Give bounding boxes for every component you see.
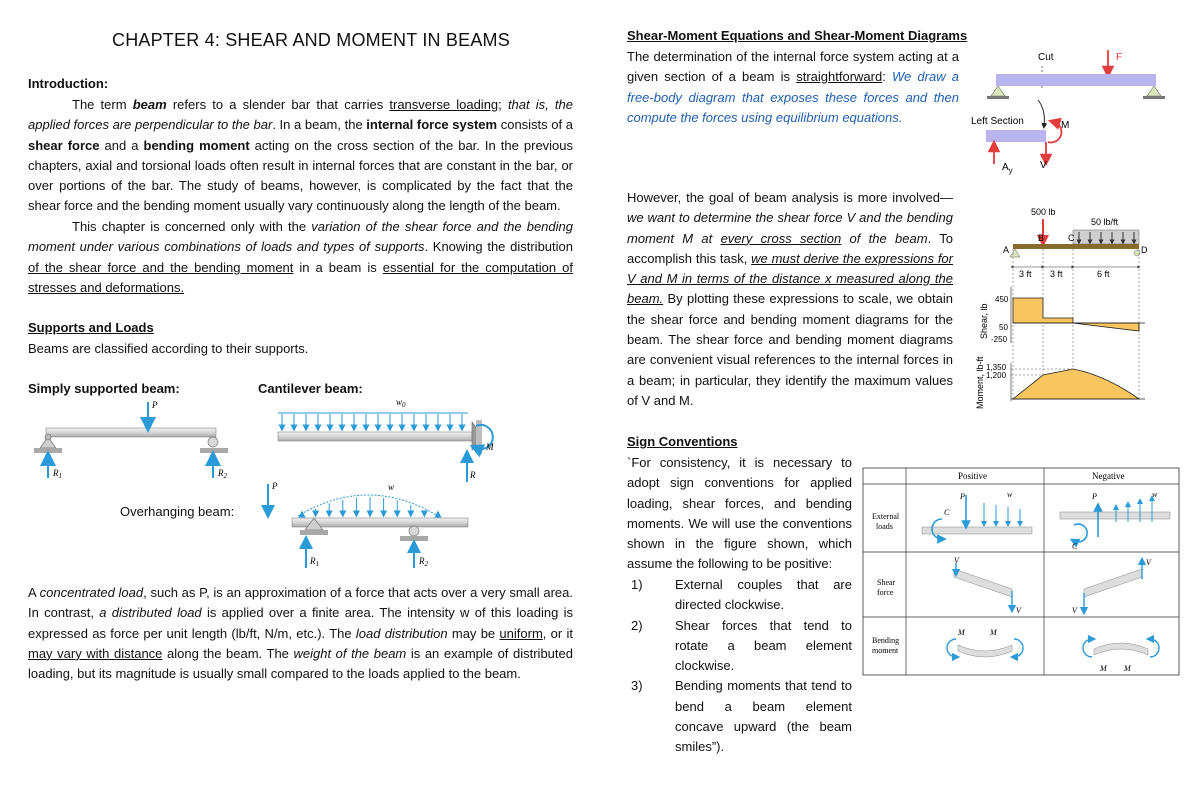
moment-m-arrow-cut <box>1048 122 1061 142</box>
sign-conventions-intro: `For consistency, it is necessary to adopt sign conventions for applied loading, shear forces, and bending moments. We will use the conventions shown in the figure shown, which assume the following to be positive: <box>627 455 852 572</box>
shear-moment-diagram-figure <box>975 203 1157 413</box>
tick-1200: 1,200 <box>986 371 1007 380</box>
label-b: B <box>1038 233 1045 243</box>
simply-supported-figure <box>28 398 238 482</box>
row-shear-2: force <box>877 588 894 597</box>
label-d: D <box>1141 245 1148 255</box>
intro-paragraph-2: This chapter is concerned only with the variation of the shear force and the bending moment under various combinations of loads and types of supports. Knowing the distribution of the shear force and the bending moment in a beam is essential for the computation of stresses and deformations. <box>28 219 573 295</box>
label-r2: $R_2$ <box>218 468 227 480</box>
sign-conventions-list <box>631 575 852 758</box>
section-pointer <box>1038 100 1044 126</box>
label-3ft-2: 3 ft <box>1050 269 1063 279</box>
svg-text:P: P <box>1092 492 1097 501</box>
shear-moment-heading: Shear-Moment Equations and Shear-Moment Diagrams <box>627 28 968 43</box>
shear-moment-paragraph-1: The determination of the internal force system acting at a given section of a beam is straightforward: We draw a free-body diagram that exposes these forces and then compute the forces using equilibrium equations. <box>627 49 959 125</box>
label-r: R <box>470 470 476 480</box>
label-3ft-1: 3 ft <box>1019 269 1032 279</box>
supports-text: Beams are classified according to their supports. <box>28 341 309 356</box>
ground-right <box>200 448 228 453</box>
intro-heading: Introduction: <box>28 76 109 91</box>
label-50lbft: 50 lb/ft <box>1091 217 1119 227</box>
col-negative: Negative <box>1092 471 1125 481</box>
chapter-title: CHAPTER 4: SHEAR AND MOMENT IN BEAMS <box>112 30 510 50</box>
label-r1: $R_1$ <box>53 468 62 480</box>
supports-heading: Supports and Loads <box>28 320 154 335</box>
row-bending-2: moment <box>872 646 899 655</box>
label-6ft: 6 ft <box>1097 269 1110 279</box>
svg-text:V: V <box>1072 606 1077 615</box>
col-positive: Positive <box>958 471 988 481</box>
left-section-beam <box>986 130 1046 142</box>
parabolic-load-curve <box>298 495 438 516</box>
right-pin-support <box>1147 86 1161 96</box>
shear-moment-paragraph-2: However, the goal of beam analysis is more involved—we want to determine the shear force V and the bending moment M at every cross section of the beam. To accomplish this task, we must derive the expressions for V and M in terms of the distance x measured along the beam. By plotting these expressions to scale, we obtain the shear force and bending moment diagrams for the beam. The shear force and bending moment diagrams are convenient visual references to the internal forces in a beam; in particular, they identify the maximum values of V and M. <box>627 190 953 408</box>
svg-text:V: V <box>954 556 959 565</box>
row-shear-1: Shear <box>877 578 896 587</box>
svg-text:P: P <box>960 492 965 501</box>
label-w: w <box>388 482 395 492</box>
label-p-overhang: P <box>272 481 278 491</box>
svg-text:R2: $R_2$ <box>419 556 428 568</box>
sign-item-1: 1) External couples that are directed clockwise. <box>631 577 852 613</box>
label-m-cut: M <box>1061 120 1070 131</box>
label-left-section: Left Section <box>971 116 1024 127</box>
label-cut: Cut <box>1038 52 1054 63</box>
label-ay: $A_y$ <box>1002 162 1013 175</box>
moment-axis-label: Moment, lb-ft <box>975 356 985 409</box>
ground-left <box>34 448 62 453</box>
svg-text:M: M <box>990 628 997 637</box>
sign-convention-table <box>862 467 1180 677</box>
label-v: V <box>1040 160 1047 171</box>
distributed-load-block <box>1073 230 1139 244</box>
svg-text:w: w <box>1007 490 1013 499</box>
sign-conventions-heading: Sign Conventions <box>627 434 738 449</box>
row-external-1: External <box>872 512 900 521</box>
shear-axis-label: Shear, lb <box>979 303 989 339</box>
left-pin-support <box>991 86 1005 96</box>
simple-beam <box>46 428 216 437</box>
label-500lb: 500 lb <box>1031 207 1056 217</box>
sign-item-3: 3) Bending moments that tend to bend a beam element concave upward (the beam smiles”). <box>631 678 852 755</box>
intro-paragraph-1: The term beam refers to a slender bar that carries transverse loading; that is, the applied forces are perpendicular to the bar. In a beam, the internal force system consists of a shear force and a bending moment acting on the cross section of the bar. In the previous chapters, axial and torsional loads often result in internal forces that are constant in the bar, or over portions of the bar. The study of beams, however, is complicated by the fact that the shear force and the bending moment usually vary continuously along the length of the beam. <box>28 97 574 214</box>
cantilever-beam <box>278 432 472 441</box>
label-c: C <box>1068 233 1075 243</box>
tick-50: 50 <box>999 323 1008 332</box>
tick-1350: 1,350 <box>986 363 1007 372</box>
svg-text:V: V <box>1146 558 1151 567</box>
parabolic-load-arrows <box>302 497 438 518</box>
svg-text:M: M <box>1124 664 1131 673</box>
simply-supported-label: Simply supported beam: <box>28 381 180 396</box>
distributed-load-arrows <box>282 414 462 428</box>
cantilever-figure <box>262 392 492 484</box>
row-external-2: loads <box>876 522 893 531</box>
label-w0: $w_0$ <box>396 397 406 409</box>
cut-beam <box>996 74 1156 86</box>
label-a: A <box>1003 245 1010 255</box>
tick-450: 450 <box>995 295 1009 304</box>
roller-support-overhang <box>409 526 419 536</box>
label-m: M <box>486 442 494 452</box>
vm-beam <box>1013 244 1139 249</box>
svg-text:M: M <box>958 628 965 637</box>
svg-text:C: C <box>944 508 950 517</box>
sign-item-2: 2) Shear forces that tend to rotate a beam element clockwise. <box>631 617 852 674</box>
moment-diagram-area <box>1013 369 1139 399</box>
row-bending-1: Bending <box>872 636 900 645</box>
svg-text:V: V <box>1016 606 1021 615</box>
tick-neg250: -250 <box>991 335 1008 344</box>
svg-text:M: M <box>1100 664 1107 673</box>
cantilever-label: Cantilever beam: <box>258 381 363 396</box>
svg-text:w: w <box>1152 490 1158 499</box>
overhanging-figure <box>258 476 473 572</box>
roller-support <box>208 437 218 447</box>
label-p: P <box>152 400 158 410</box>
shear-diagram-area <box>1013 298 1139 331</box>
overhanging-label: Overhanging beam: <box>120 504 235 519</box>
svg-text:C: C <box>1072 542 1078 551</box>
cut-section-figure <box>966 44 1166 179</box>
load-paragraph: A concentrated load, such as P, is an approximation of a force that acts over a very small area. In contrast, a distributed load is applied over a finite area. The intensity w of this loading is expressed as force per unit length (lb/ft, N/m, etc.). The load distribution may be uniform, or it may vary with distance along the beam. The weight of the beam is an example of distributed loading, but its magnitude is usually small compared to the loads applied to the beam. <box>28 585 573 682</box>
label-f: F <box>1116 52 1123 63</box>
svg-text:R1: $R_1$ <box>310 556 319 568</box>
